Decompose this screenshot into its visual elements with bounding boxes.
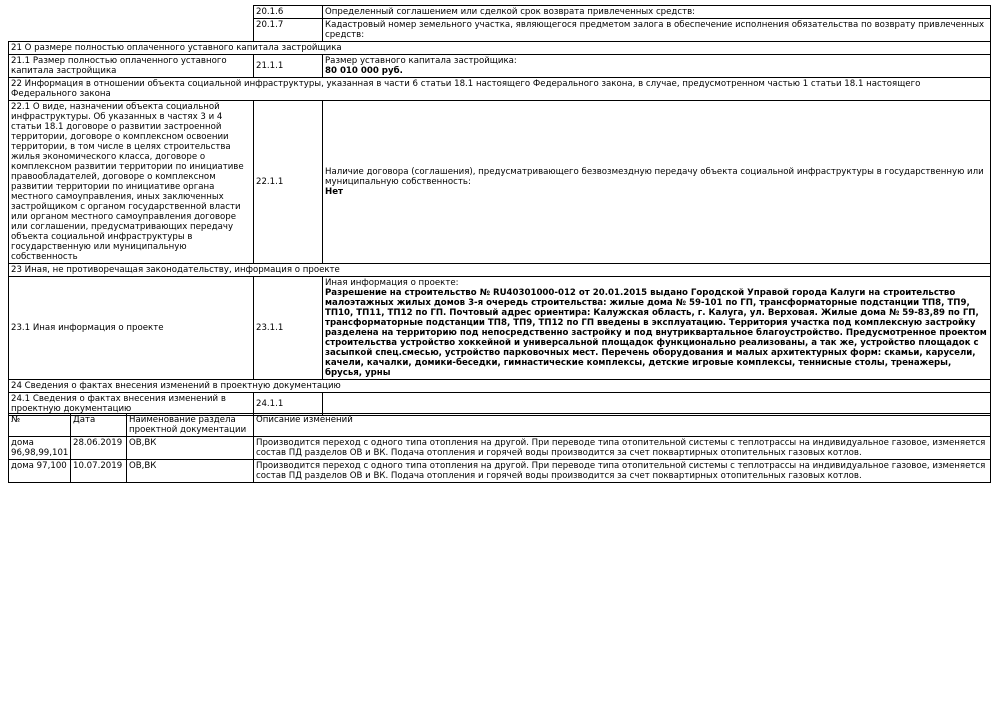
header-section: Наименование раздела проектной документации bbox=[127, 414, 254, 437]
change-desc: Производится переход с одного типа отопления на другой. При переводе типа отопительной системы с теплотрассы на индивидуальное газовое, изменяется состав ПД разделов ОВ и ВК. Подача отопления и горячей воды производится за счет поквартирных отопительных газовых котлов. bbox=[254, 460, 991, 483]
row-text: Размер уставного капитала застройщика: bbox=[325, 56, 517, 66]
table-row bbox=[9, 460, 991, 483]
row-22-1 bbox=[9, 101, 991, 264]
row-code: 22.1.1 bbox=[254, 101, 323, 264]
row-20-1-7 bbox=[9, 19, 991, 42]
row-text: Кадастровый номер земельного участка, являющегося предметом залога в обеспечение исполнения обязательства по возврату привлеченных средств: bbox=[323, 19, 991, 42]
row-code: 24.1.1 bbox=[254, 393, 323, 416]
change-num: дома 97,100 bbox=[9, 460, 71, 483]
row-content bbox=[323, 277, 991, 380]
header-date: Дата bbox=[71, 414, 127, 437]
row-content bbox=[323, 55, 991, 78]
row-code: 23.1.1 bbox=[254, 277, 323, 380]
row-label: 22.1 О виде, назначении объекта социальной инфраструктуры. Об указанных в частях 3 и 4 статьи 18.1 договоре о развитии застроенной территории, договоре о комплексном освоении территории, в том числе в целях строительства жилья экономического класса, договоре о комплексном развитии территории по инициативе правообладателей, договоре о комплексном развитии территории по инициативе органа местного самоуправления, иных заключенных застройщиком с органом государственной власти или органом местного самоуправления договоре или соглашении, предусматривающих передачу объекта социальной инфраструктуры в государственную или муниципальную собственность bbox=[9, 101, 254, 264]
section-24 bbox=[9, 380, 991, 393]
changes-header-row bbox=[9, 414, 991, 437]
row-21-1 bbox=[9, 55, 991, 78]
row-code: 20.1.6 bbox=[254, 6, 323, 19]
row-value: Разрешение на строительство № RU40301000-012 от 20.01.2015 выдано Городской Управой города Калуги на строительство малоэтажных жилых домов 3-я очередь строительства: жилые дома № 59-101 по ГП, трансформаторные подстанции ТП8, ТП9, ТП10, ТП11, ТП12 по ГП. Почтовый адрес ориентира: Калужская область, г. Калуга, ул. Верховая. Жилые дома № 59-83,89 по ГП, трансформаторные подстанции ТП8, ТП9, ТП12 по ГП введены в эксплуатацию. Территория участка под комплексную застройку разделена на территорию под непосредственно застройку и под внутриквартальное благоустройство. Предусмотренное проектом строительства устройство хоккейной и универсальной площадок функционально реализованы, а так же, устройство площадок с засыпкой спец.смесью, устройство парковочных мест. Перечень оборудования и малых архитектурных форм: скамьи, карусели, качели, качалки, домики-беседки, гимнастические комплексы, детские игровые комплексы, теннисные столы, тренажеры, брусья, урны bbox=[325, 288, 987, 378]
section-heading: 21 О размере полностью оплаченного уставного капитала застройщика bbox=[9, 42, 991, 55]
row-content bbox=[323, 101, 991, 264]
row-label: 24.1 Сведения о фактах внесения изменений в проектную документацию bbox=[9, 393, 254, 416]
section-22 bbox=[9, 78, 991, 101]
header-num: № bbox=[9, 414, 71, 437]
row-text: Определенный соглашением или сделкой срок возврата привлеченных средств: bbox=[323, 6, 991, 19]
row-text: Наличие договора (соглашения), предусматривающего безвозмездную передачу объекта социальной инфраструктуры в государственную или муниципальную собственность: bbox=[325, 167, 984, 187]
row-23-1 bbox=[9, 277, 991, 380]
header-desc: Описание изменений bbox=[254, 414, 991, 437]
row-value: 80 010 000 руб. bbox=[325, 66, 403, 76]
section-23 bbox=[9, 264, 991, 277]
change-date: 10.07.2019 bbox=[71, 460, 127, 483]
change-section: ОВ,ВК bbox=[127, 460, 254, 483]
empty-cell bbox=[9, 6, 254, 19]
row-code: 20.1.7 bbox=[254, 19, 323, 42]
table-row bbox=[9, 437, 991, 460]
change-date: 28.06.2019 bbox=[71, 437, 127, 460]
section-heading: 22 Информация в отношении объекта социальной инфраструктуры, указанная в части 6 статьи 18.1 настоящего Федерального закона, в случае, предусмотренном частью 1 статьи 18.1 настоящего Федерального закона bbox=[9, 78, 991, 101]
change-desc: Производится переход с одного типа отопления на другой. При переводе типа отопительной системы с теплотрассы на индивидуальное газовое, изменяется состав ПД разделов ОВ и ВК. Подача отопления и горячей воды производится за счет поквартирных отопительных газовых котлов. bbox=[254, 437, 991, 460]
row-code: 21.1.1 bbox=[254, 55, 323, 78]
empty-cell bbox=[9, 19, 254, 42]
row-text: Иная информация о проекте: bbox=[325, 278, 459, 288]
row-20-1-6 bbox=[9, 6, 991, 19]
changes-table bbox=[8, 413, 991, 483]
row-value: Нет bbox=[325, 187, 344, 197]
declaration-table bbox=[8, 5, 991, 416]
row-label: 21.1 Размер полностью оплаченного уставного капитала застройщика bbox=[9, 55, 254, 78]
row-label: 23.1 Иная информация о проекте bbox=[9, 277, 254, 380]
change-section: ОВ,ВК bbox=[127, 437, 254, 460]
change-num: дома 96,98,99,101 bbox=[9, 437, 71, 460]
section-21 bbox=[9, 42, 991, 55]
section-heading: 23 Иная, не противоречащая законодательству, информация о проекте bbox=[9, 264, 991, 277]
section-heading: 24 Сведения о фактах внесения изменений в проектную документацию bbox=[9, 380, 991, 393]
